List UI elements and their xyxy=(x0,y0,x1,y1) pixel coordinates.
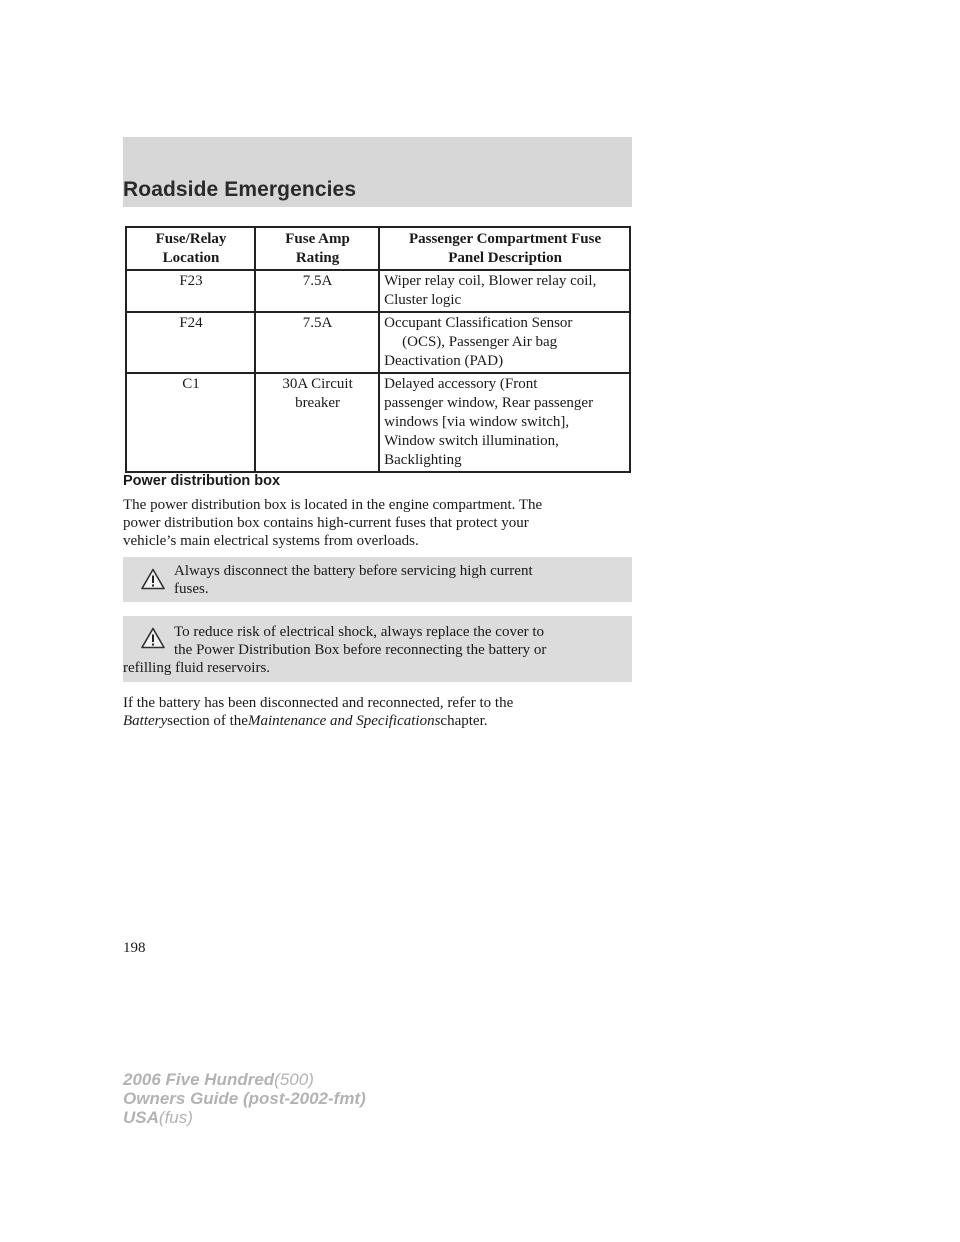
warning-text-wrap: refilling fluid reservoirs. xyxy=(123,660,271,676)
page-title: Roadside Emergencies xyxy=(123,178,357,201)
table-row xyxy=(126,373,630,472)
warning-triangle-icon xyxy=(141,568,165,590)
header-location: Fuse/Relay Location xyxy=(126,227,255,270)
warning-text: To reduce risk of electrical shock, always replace the cover to the Power Distribution Box before reconnecting the battery or xyxy=(174,624,547,658)
header-rating: Fuse Amp Rating xyxy=(255,227,379,270)
section-heading: Power distribution box xyxy=(123,473,281,489)
footer: 2006 Five Hundred(500) Owners Guide (post-2002-fmt) USA(fus) xyxy=(123,1070,366,1127)
cell-location: F24 xyxy=(126,312,255,373)
warning-box xyxy=(123,557,632,602)
fuse-table xyxy=(125,226,631,473)
table-header-row xyxy=(126,227,630,270)
warning-box xyxy=(123,616,632,682)
chapter-reference: Maintenance and Specifications xyxy=(247,713,441,729)
header-description: Passenger Compartment Fuse Panel Description xyxy=(379,227,630,270)
table-row xyxy=(126,270,630,312)
battery-reference: Battery xyxy=(123,713,168,729)
battery-note: If the battery has been disconnected and reconnected, refer to the Batterysection of theMaintenance and Specificationschapter. xyxy=(123,695,514,729)
intro-paragraph: The power distribution box is located in the engine compartment. The power distribution box contains high-current fuses that protect your vehicle’s main electrical systems from overloads. xyxy=(123,497,543,549)
warning-triangle-icon xyxy=(141,627,165,649)
cell-description: Occupant Classification Sensor (OCS), Passenger Air bag Deactivation (PAD) xyxy=(379,312,630,373)
cell-location: F23 xyxy=(126,270,255,312)
page-number: 198 xyxy=(123,940,146,956)
cell-rating: 30A Circuit breaker xyxy=(255,373,379,472)
cell-description: Delayed accessory (Front passenger window, Rear passenger windows [via window switch], Window switch illumination, Backlighting xyxy=(379,373,630,472)
cell-rating: 7.5A xyxy=(255,312,379,373)
cell-rating: 7.5A xyxy=(255,270,379,312)
table-row xyxy=(126,312,630,373)
cell-location: C1 xyxy=(126,373,255,472)
cell-description: Wiper relay coil, Blower relay coil, Cluster logic xyxy=(379,270,630,312)
warning-text: Always disconnect the battery before servicing high current fuses. xyxy=(174,563,533,597)
